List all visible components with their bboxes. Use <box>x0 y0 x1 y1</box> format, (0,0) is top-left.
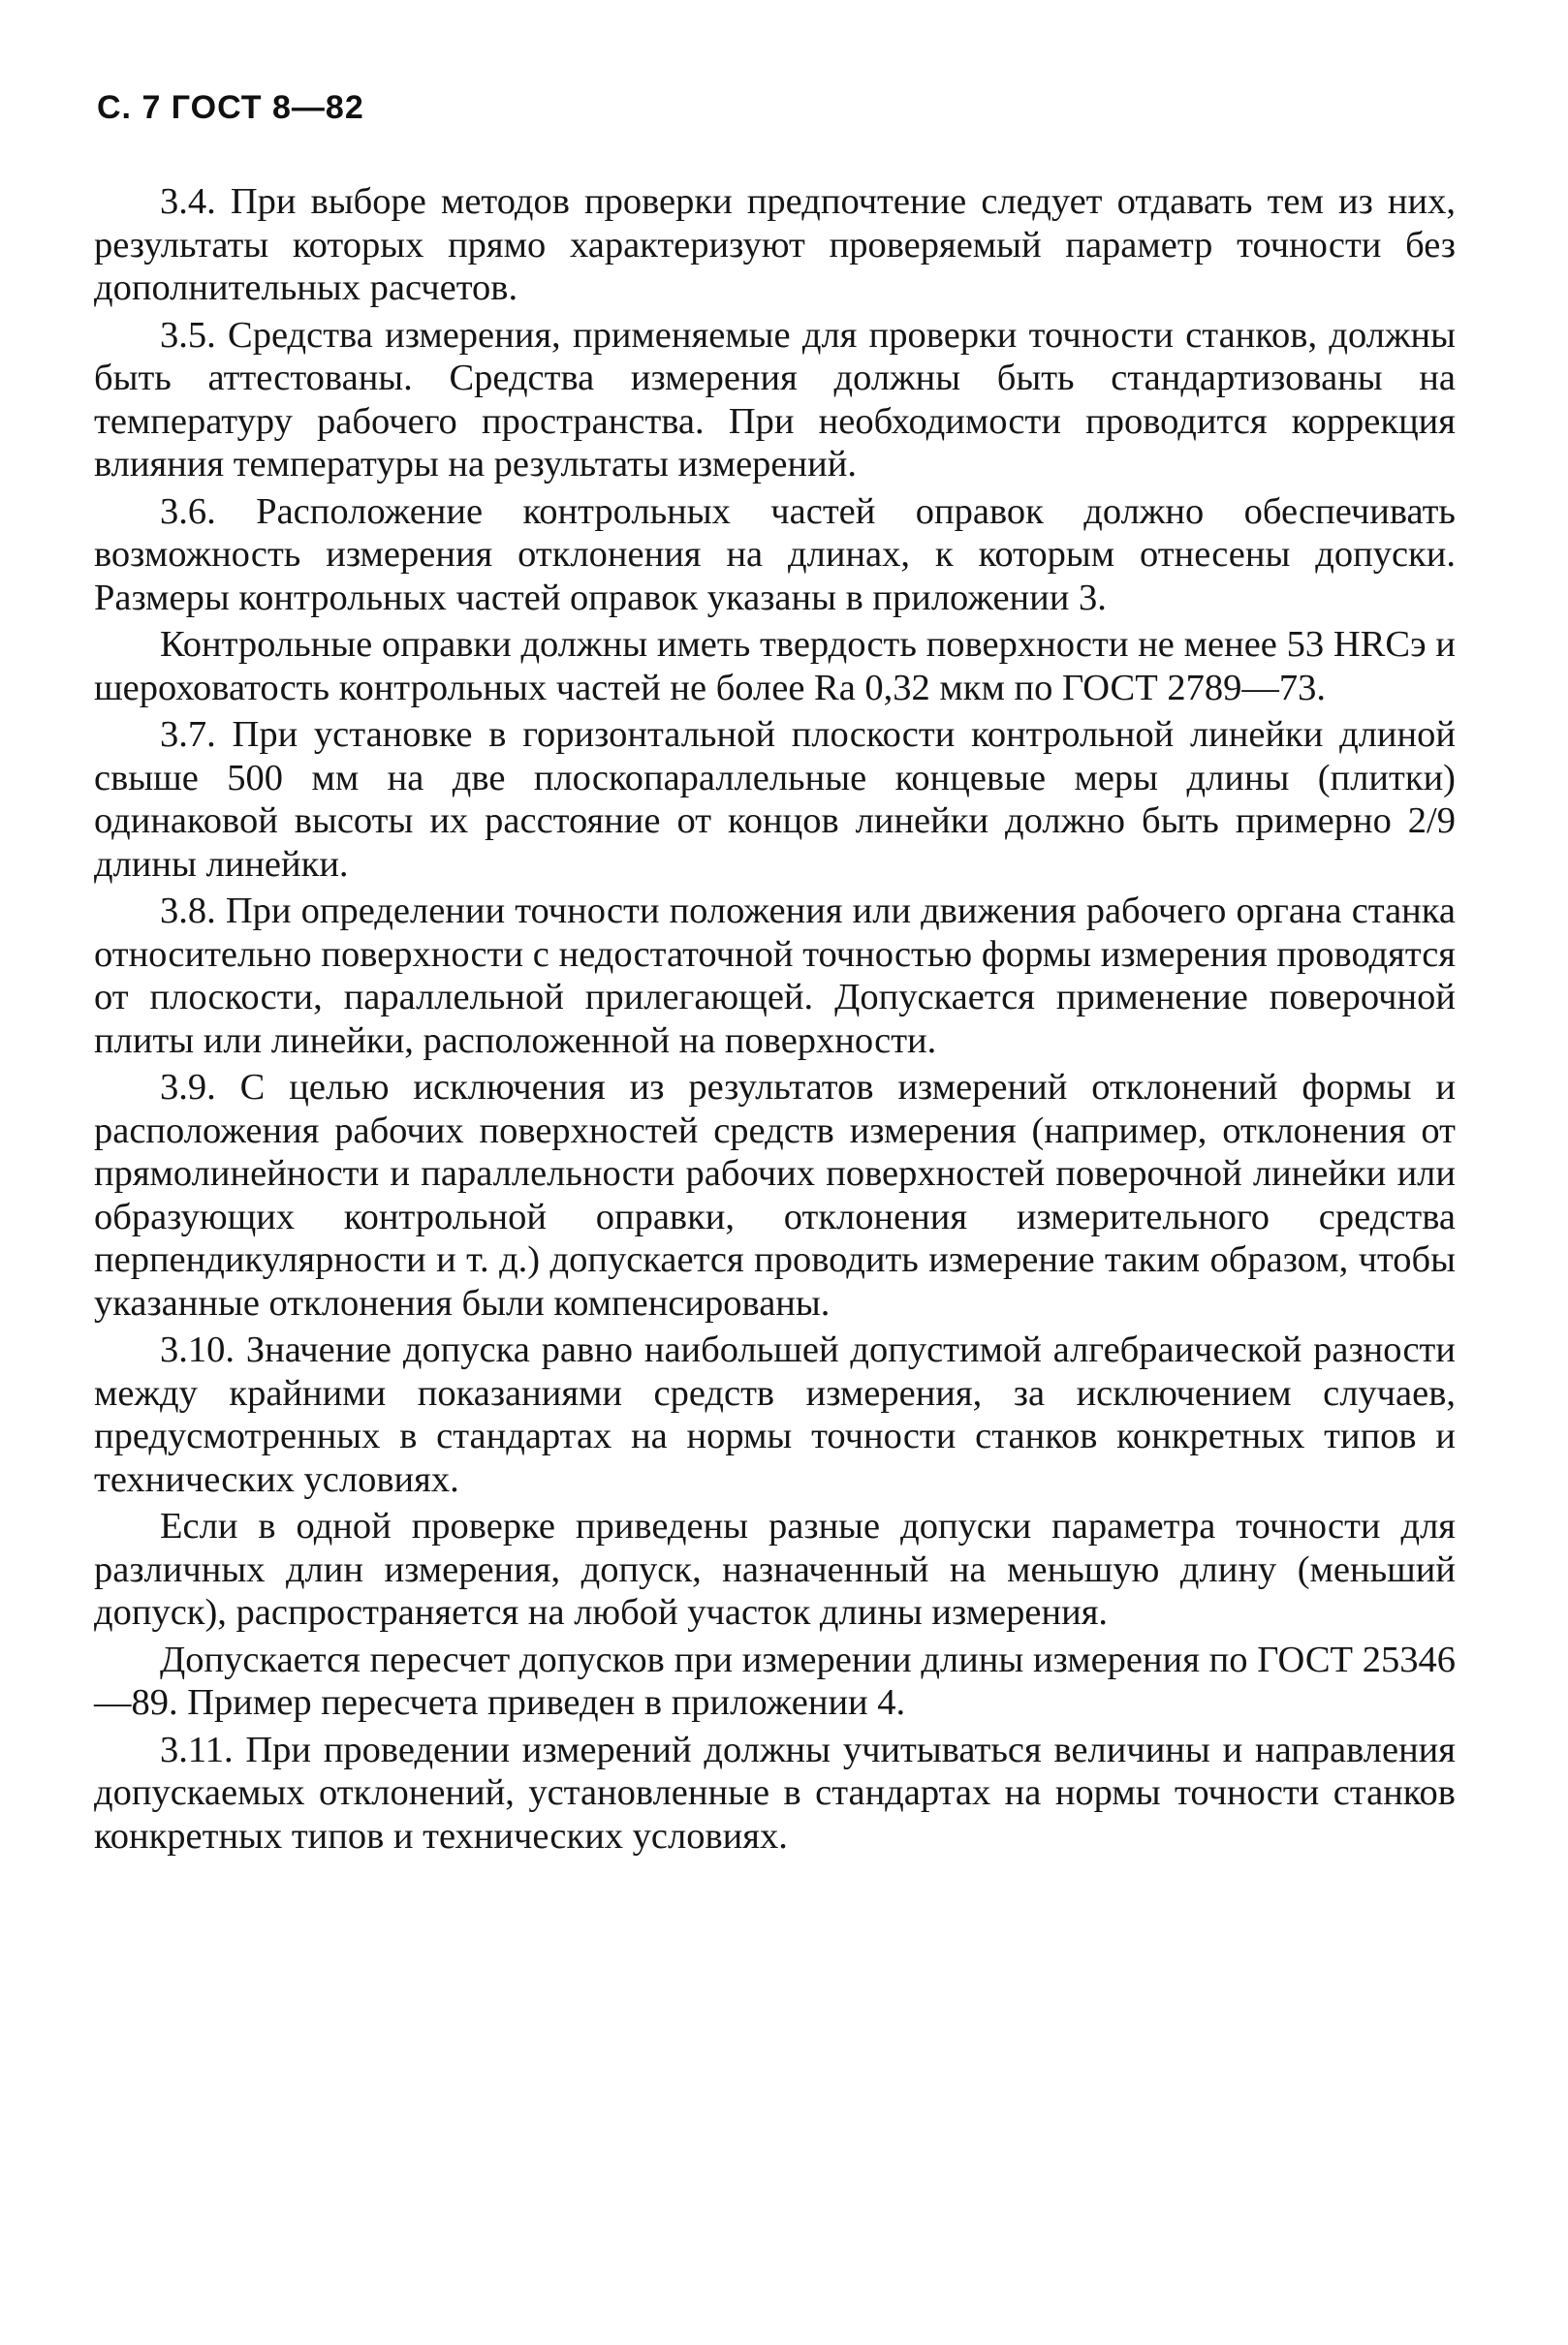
paragraph-mandrel-hardness: Контрольные оправки должны иметь твердость поверхности не менее 53 HRCэ и шероховатость контрольных частей не более Ra 0,32 мкм по ГОСТ 2789—73. <box>94 624 1456 708</box>
paragraph-tolerance-recalc: Допускается пересчет допусков при измерении длины измерения по ГОСТ 25346—89. Пример пересчета приведен в приложении 4. <box>94 1639 1456 1723</box>
paragraph-3-11: 3.11. При проведении измерений должны учитываться величины и направления допускаемых отклонений, установленные в стандартах на нормы точности станков конкретных типов и технических условиях. <box>94 1729 1456 1857</box>
paragraph-3-8: 3.8. При определении точности положения или движения рабочего органа станка относительно поверхности с недостаточной точностью формы измерения проводятся от плоскости, параллельной прилегающей. Допускается применение поверочной плиты или линейки, расположенной на поверхности. <box>94 891 1456 1061</box>
paragraph-3-5: 3.5. Средства измерения, применяемые для проверки точности станков, должны быть аттестованы. Средства измерения должны быть стандартизованы на температуру рабочего пространства. При необходимости проводится коррекция влияния температуры на результаты измерений. <box>94 314 1456 485</box>
paragraph-3-9: 3.9. С целью исключения из результатов измерений отклонений формы и расположения рабочих поверхностей средств измерения (например, отклонения от прямолинейности и параллельности рабочих поверхностей поверочной линейки или образующих контрольной оправки, отклонения измерительного средства перпендикулярности и т. д.) допускается проводить измерение таким образом, чтобы указанные отклонения были компенсированы. <box>94 1067 1456 1324</box>
page-header: С. 7 ГОСТ 8—82 <box>97 89 364 126</box>
document-body <box>94 180 1456 1861</box>
paragraph-3-7: 3.7. При установке в горизонтальной плоскости контрольной линейки длиной свыше 500 мм на две плоскопараллельные концевые меры длины (плитки) одинаковой высоты их расстояние от концов линейки должно быть примерно 2/9 длины линейки. <box>94 714 1456 885</box>
paragraph-tolerance-lengths: Если в одной проверке приведены разные допуски параметра точности для различных длин измерения, допуск, назначенный на меньшую длину (меньший допуск), распространяется на любой участок длины измерения. <box>94 1506 1456 1633</box>
paragraph-3-6: 3.6. Расположение контрольных частей оправок должно обеспечивать возможность измерения отклонения на длинах, к которым отнесены допуски. Размеры контрольных частей оправок указаны в приложении 3. <box>94 490 1456 618</box>
paragraph-3-10: 3.10. Значение допуска равно наибольшей допустимой алгебраической разности между крайними показаниями средств измерения, за исключением случаев, предусмотренных в стандартах на нормы точности станков конкретных типов и технических условиях. <box>94 1329 1456 1500</box>
paragraph-3-4: 3.4. При выборе методов проверки предпочтение следует отдавать тем из них, результаты которых прямо характеризуют проверяемый параметр точности без дополнительных расчетов. <box>94 181 1456 308</box>
